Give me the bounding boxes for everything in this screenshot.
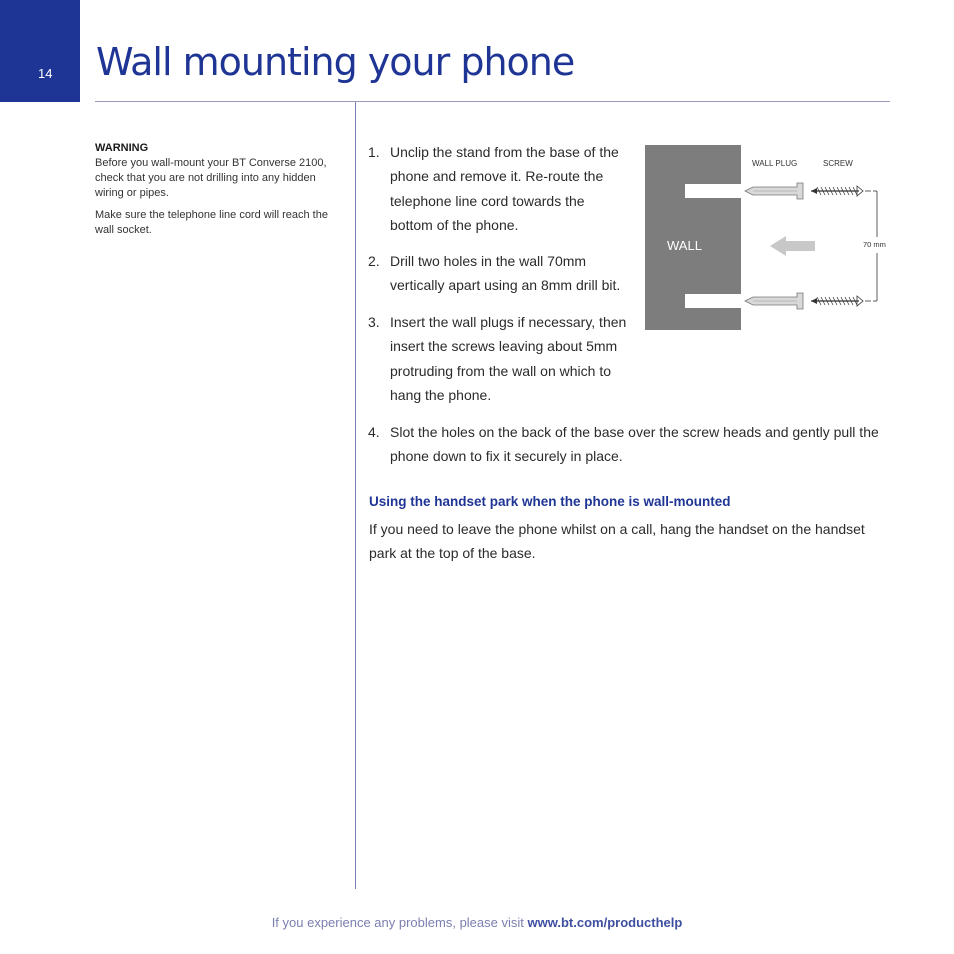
spacing-label: 70 mm: [863, 240, 886, 249]
warning-heading: WARNING: [95, 142, 149, 154]
step-line: Insert the wall plugs if necessary, then: [390, 314, 627, 330]
wall-plug-top: [745, 183, 803, 199]
footer: [0, 915, 954, 930]
footer-text: If you experience any problems, please visit: [271, 915, 528, 930]
screw-top: [811, 186, 871, 196]
step-line: vertically apart using an 8mm drill bit.: [390, 277, 621, 294]
handset-park-body: If you need to leave the phone whilst on a call, hang the handset on the handset park at the top of the base.: [369, 521, 865, 561]
page-title: Wall mounting your phone: [96, 40, 575, 84]
step-line: bottom of the phone.: [390, 217, 519, 234]
drill-hole-top: [685, 184, 741, 198]
step-line: Slot the holes on the back of the base over the screw heads and gently pull the: [390, 424, 879, 440]
step-number: 2.: [368, 253, 380, 269]
screw-label: SCREW: [823, 159, 853, 168]
step-line: insert the screws leaving about 5mm: [390, 338, 618, 355]
step-line: hang the phone.: [390, 387, 492, 404]
drill-hole-bottom: [685, 294, 741, 308]
step-number: 4.: [368, 424, 380, 440]
step-number: 1.: [368, 144, 380, 160]
wall-plug-bottom: [745, 293, 803, 309]
step-line: Unclip the stand from the base of the: [390, 144, 619, 160]
step-line: phone down to fix it securely in place.: [390, 448, 623, 465]
warning-box: [95, 141, 345, 245]
page-number: 14: [38, 66, 53, 81]
step-line: phone and remove it. Re-route the: [390, 168, 604, 185]
screw-bottom: [811, 296, 871, 306]
warning-paragraph-2: Make sure the telephone line cord will reach the wall socket.: [95, 209, 328, 236]
wall-mount-diagram: [645, 145, 895, 335]
warning-paragraph-1: Before you wall-mount your BT Converse 2100, check that you are not drilling into any hidden wiring or pipes.: [95, 157, 327, 199]
column-divider: [355, 102, 356, 889]
step-line: protruding from the wall on which to: [390, 362, 611, 379]
title-rule: [95, 101, 890, 102]
handset-park-heading: Using the handset park when the phone is wall-mounted: [369, 494, 731, 509]
wall-label: WALL: [667, 238, 702, 253]
step-line: Drill two holes in the wall 70mm: [390, 253, 587, 269]
page-tab: [0, 0, 80, 102]
wall-plug-label: WALL PLUG: [752, 159, 798, 168]
insert-arrow-icon: [770, 236, 815, 256]
step-number: 3.: [368, 314, 380, 330]
step-line: telephone line cord towards the: [390, 192, 585, 209]
help-link[interactable]: www.bt.com/producthelp: [527, 915, 683, 930]
